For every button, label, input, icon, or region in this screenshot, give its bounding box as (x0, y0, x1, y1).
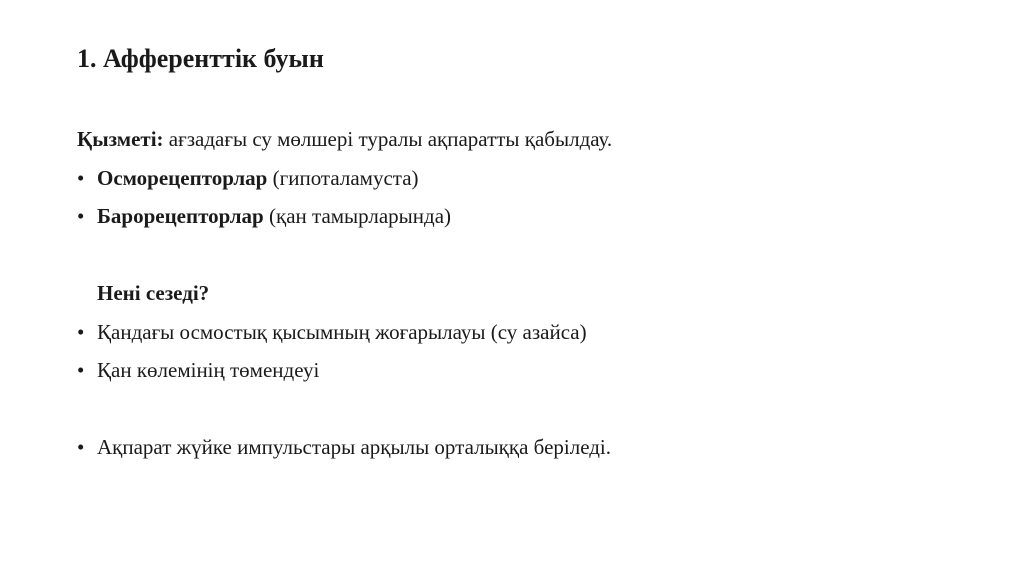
bullet-icon: • (77, 435, 85, 459)
slide-body (77, 120, 612, 467)
list-item (77, 428, 612, 467)
function-line (77, 120, 612, 159)
bullet-icon: • (77, 358, 85, 382)
list-item (77, 313, 612, 352)
senses-heading: Нені сезеді? (97, 281, 210, 305)
bullet-icon: • (77, 204, 85, 228)
spacer (77, 390, 612, 429)
sense-text: Қан көлемінің төмендеуі (97, 358, 320, 382)
slide-title: 1. Афференттік буын (77, 44, 324, 73)
list-item (77, 351, 612, 390)
receptor-location: (қан тамырларында) (263, 204, 452, 228)
sense-text: Қандағы осмостық қысымның жоғарылауы (су азайса) (97, 319, 587, 344)
receptor-name: Осморецепторлар (97, 165, 268, 190)
receptor-location: (гипоталамуста) (267, 165, 419, 190)
bullet-icon: • (77, 165, 85, 190)
bullet-icon: • (77, 319, 85, 344)
function-label: Қызметі: (77, 127, 164, 151)
receptor-name: Барорецепторлар (97, 204, 264, 228)
function-text: ағзадағы су мөлшері туралы ақпаратты қабылдау. (163, 127, 613, 151)
list-item (77, 159, 612, 198)
list-item (77, 197, 612, 236)
conclusion-text: Ақпарат жүйке импульстары арқылы орталыққа беріледі. (97, 435, 612, 459)
spacer (77, 236, 612, 275)
